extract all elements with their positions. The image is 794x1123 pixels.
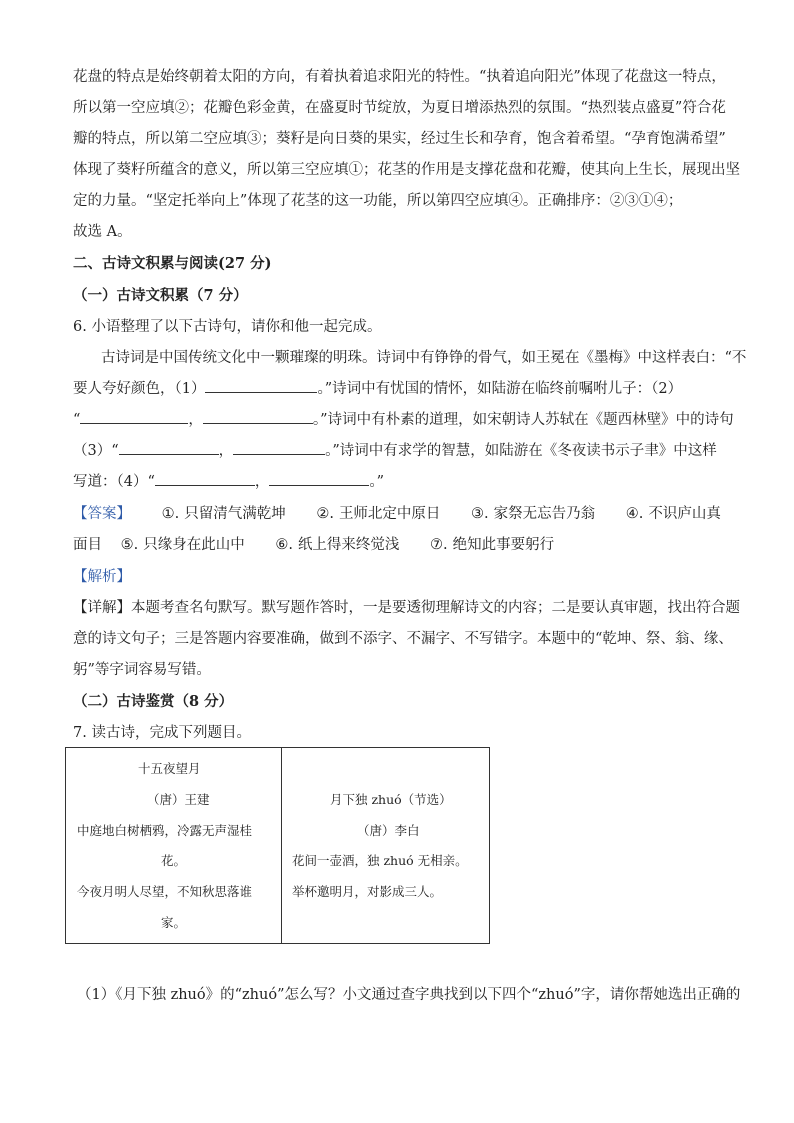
answer-item	[275, 534, 399, 556]
intro-line-3: 瓣的特点，所以第二空应填③；葵籽是向日葵的果实，经过生长和孕育，饱含着希望。“孕育饱满希望”	[73, 131, 726, 147]
answer-text: 只留清气满乾坤	[184, 506, 286, 522]
fill-blank-2a[interactable]	[80, 409, 188, 424]
answer-text: 家祭无忘告乃翁	[493, 506, 596, 522]
q7-sub1: （1）《月下独 zhuó》的“zhuó”怎么写？小文通过查字典找到以下四个“zhuó”字，请你帮她选出正确的	[77, 987, 741, 1003]
q6-text: 。”诗词中有忧国的情怀，如陆游在临终前嘱咐儿子：（2）	[317, 381, 683, 397]
answer-label: 【答案】	[73, 506, 131, 522]
poem-table	[65, 747, 490, 944]
fill-blank-3a[interactable]	[119, 440, 219, 455]
poem-line: 花。	[161, 853, 187, 868]
detail-label: 【详解】	[73, 600, 131, 616]
q6-text: ，	[218, 443, 234, 459]
intro-line-5: 定的力量。“坚定托举向上”体现了花茎的这一功能，所以第四空应填④。正确排序：②③①④；	[73, 193, 683, 209]
answer-item	[626, 503, 721, 525]
q6-text: 。”诗词中有朴素的道理，如宋朝诗人苏轼在《题西林壁》中的诗句	[312, 412, 734, 428]
poem-title: 十五夜望月	[138, 761, 201, 776]
answer-line-2	[73, 534, 580, 556]
q6-text: 。”	[369, 474, 385, 490]
poem-title: 月下独 zhuó（节选）	[330, 792, 452, 807]
poem-cell-right	[282, 748, 489, 943]
poem-line: 家。	[161, 915, 187, 930]
fill-blank-4a[interactable]	[155, 471, 255, 486]
q6-para-line-5	[73, 471, 384, 493]
answer-num: ⑤.	[120, 537, 139, 553]
answer-item	[162, 503, 286, 525]
analysis-line-1	[73, 597, 740, 619]
poem-line: 举杯邀明月，对影成三人。	[292, 884, 443, 899]
q7-prompt: 7. 读古诗，完成下列题目。	[73, 725, 251, 741]
answer-item	[430, 534, 554, 556]
answer-num: ⑦.	[430, 537, 448, 553]
answer-num: ①.	[161, 506, 180, 522]
q6-text: ，	[254, 474, 270, 490]
analysis-line-3: 躬”等字词容易写错。	[73, 662, 211, 678]
intro-line-4: 体现了葵籽所蕴含的意义，所以第三空应填①；花茎的作用是支撑花盘和花瓣，使其向上生长，展现出坚	[73, 162, 740, 178]
analysis-label: 【解析】	[73, 569, 131, 585]
analysis-line-2: 意的诗文句子；三是答题内容要准确，做到不添字、不漏字、不写错字。本题中的“乾坤、祭、翁、缘、	[73, 631, 733, 647]
sub2-title: （二）古诗鉴赏（8 分）	[73, 693, 234, 710]
q6-text: 古诗词是中国传统文化中一颗璀璨的明珠。诗词中有铮铮的骨气，如王冕在《墨梅》中这样表白：“不	[101, 350, 747, 366]
fill-blank-2b[interactable]	[203, 409, 313, 424]
q6-prompt: 6. 小语整理了以下古诗句，请你和他一起完成。	[73, 319, 382, 335]
answer-text: 绝知此事要躬行	[452, 537, 555, 553]
poem-line: 中庭地白树栖鸦，冷露无声湿桂	[77, 823, 253, 838]
intro-line-2: 所以第一空应填②；花瓣色彩金黄，在盛夏时节绽放，为夏日增添热烈的氛围。“热烈装点盛夏”符合花	[73, 100, 726, 116]
answer-num: ⑥.	[275, 537, 293, 553]
fill-blank-3b[interactable]	[233, 440, 325, 455]
answer-num: ③.	[471, 506, 489, 522]
fill-blank-1[interactable]	[205, 378, 317, 393]
answer-num: ②.	[316, 506, 334, 522]
poem-line: 今夜月明人尽望，不知秋思落谁	[77, 884, 253, 899]
q6-para-line-3	[73, 409, 734, 431]
fill-blank-4b[interactable]	[269, 471, 369, 486]
poem-cell-left	[66, 748, 282, 943]
poem-line: 花间一壶酒，独 zhuó 无相亲。	[292, 853, 468, 868]
poem-author: （唐）王建	[147, 792, 210, 807]
intro-line-1: 花盘的特点是始终朝着太阳的方向，有着执着追求阳光的特性。“执着追向阳光”体现了花盘这一特点，	[73, 69, 726, 85]
answer-num: ④.	[625, 506, 644, 522]
q6-text: ，	[188, 412, 203, 428]
answer-item	[121, 534, 245, 556]
q6-para-line-2	[73, 378, 682, 400]
poem-author: （唐）李白	[357, 823, 420, 838]
analysis-text: 本题考查名句默写。默写题作答时，一是要透彻理解诗文的内容；二是要认真审题，找出符合题	[131, 600, 740, 616]
sub1-title: （一）古诗文积累（7 分）	[73, 287, 248, 304]
q6-para-line-4	[73, 440, 717, 462]
intro-line-6: 故选 A。	[73, 224, 132, 240]
answer-item	[471, 503, 595, 525]
answer-text: 面目	[73, 537, 102, 553]
q6-text: 要人夸好颜色，（1）	[73, 381, 206, 397]
answer-text: 纸上得来终觉浅	[297, 537, 400, 553]
answer-text: 不识庐山真	[648, 506, 721, 522]
answer-text: 王师北定中原日	[338, 506, 441, 522]
q6-text: “	[73, 412, 81, 428]
q6-text: 。”诗词中有求学的智慧，如陆游在《冬夜读书示子聿》中这样	[325, 443, 717, 459]
q6-para-line-1	[101, 347, 746, 369]
q6-text: （3）“	[73, 443, 119, 459]
q6-text: 写道：（4）“	[73, 474, 155, 490]
answer-text: 只缘身在此山中	[143, 537, 245, 553]
answer-line-1	[73, 503, 721, 525]
answer-item	[316, 503, 440, 525]
section2-title: 二、古诗文积累与阅读(27 分)	[73, 255, 272, 272]
